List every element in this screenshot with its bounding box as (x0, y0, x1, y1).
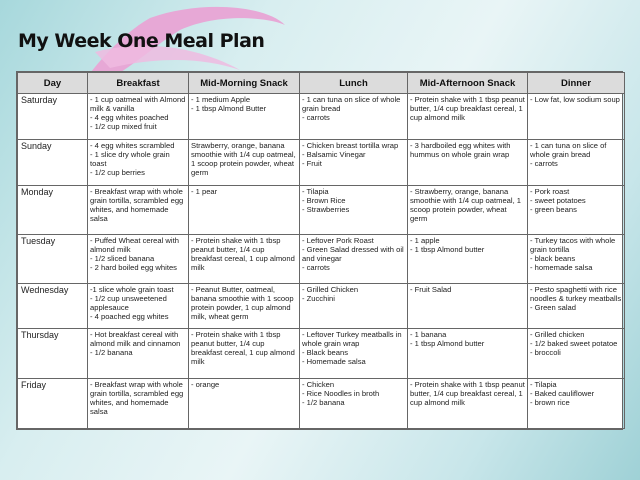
day-cell: Sunday (18, 140, 88, 185)
mid-afternoon-snack-cell (408, 185, 528, 234)
meal-item: - 1/2 banana (302, 398, 345, 408)
mid-afternoon-snack-cell (408, 140, 528, 185)
header-row (18, 73, 625, 94)
mid-afternoon-snack-cell (408, 284, 528, 328)
meal-item: - 1 pear (191, 186, 218, 196)
mid-afternoon-snack-cell (408, 234, 528, 284)
meal-item: - Grilled Chicken (302, 285, 359, 295)
meal-item: - Peanut Butter, oatmeal, banana smoothie with 1 scoop protein powder, 1 cup almond milk, wheat germ (191, 285, 294, 322)
meal-item: - 1/2 sliced banana (90, 253, 155, 263)
dinner-cell (528, 185, 625, 234)
table-row (18, 328, 625, 379)
meal-item: - Brown Rice (302, 195, 346, 205)
header-dinner: Dinner (528, 73, 625, 94)
table-row (18, 234, 625, 284)
day-cell: Friday (18, 379, 88, 429)
meal-item: - Leftover Pork Roast (302, 235, 374, 245)
breakfast-cell (88, 284, 189, 328)
meal-item: - carrots (302, 262, 330, 272)
dinner-cell (528, 284, 625, 328)
mid-morning-snack-cell (189, 328, 300, 379)
meal-item: - Tilapia (302, 186, 329, 196)
meal-item: - 3 hardboiled egg whites with hummus on whole grain wrap (410, 141, 511, 160)
mid-morning-snack-cell (189, 284, 300, 328)
meal-item: - 1 can tuna on slice of whole grain bread (302, 95, 401, 113)
lunch-cell (300, 94, 408, 140)
header-mid-morning-snack: Mid-Morning Snack (189, 73, 300, 94)
day-cell: Monday (18, 185, 88, 234)
table-row (18, 379, 625, 429)
meal-item: - 1 tbsp Almond Butter (191, 104, 267, 113)
meal-item: - 1/2 cup berries (90, 168, 145, 178)
lunch-cell (300, 284, 408, 328)
meal-item: - Tilapia (530, 380, 557, 390)
meal-item: - homemade salsa (530, 262, 593, 272)
meal-item: - 2 hard boiled egg whites (90, 262, 177, 272)
meal-item: - Leftover Turkey meatballs in whole grain wrap (302, 329, 402, 348)
day-cell: Saturday (18, 94, 88, 140)
meal-item: - Chicken (302, 380, 335, 390)
meal-item: - 4 egg whites poached (90, 113, 169, 122)
mid-morning-snack-cell (189, 379, 300, 429)
meal-item: - Grilled chicken (530, 329, 585, 339)
table-row (18, 94, 625, 140)
meal-item: - Low fat, low sodium soup (530, 95, 620, 104)
meal-item: - Pork roast (530, 186, 570, 196)
meal-item: - 1/2 baked sweet potatoe (530, 338, 618, 348)
meal-item: -1 slice whole grain toast (90, 285, 174, 295)
breakfast-cell (88, 379, 189, 429)
mid-afternoon-snack-cell (408, 94, 528, 140)
meal-item: - Black beans (302, 347, 349, 357)
meal-item: - Protein shake with 1 tbsp peanut butter, 1/4 cup breakfast cereal, 1 cup almond milk (410, 95, 525, 122)
table-row (18, 140, 625, 185)
day-cell: Wednesday (18, 284, 88, 328)
breakfast-cell (88, 94, 189, 140)
meal-item: - 1 tbsp Almond butter (410, 244, 485, 254)
meal-item: - 1 slice dry whole grain toast (90, 150, 170, 169)
page-title: My Week One Meal Plan (18, 30, 265, 52)
meal-item: - Baked cauliflower (530, 389, 595, 399)
lunch-cell (300, 140, 408, 185)
meal-item: - Breakfast wrap with whole grain tortilla, scrambled egg whites, and homemade salsa (90, 380, 184, 417)
meal-item: - 1 cup oatmeal with Almond milk & vanilla (90, 95, 186, 113)
meal-item: - Homemade salsa (302, 356, 366, 366)
lunch-cell (300, 234, 408, 284)
meal-item: - Zucchini (302, 294, 335, 304)
dinner-cell (528, 379, 625, 429)
meal-item: Strawberry, orange, banana smoothie with 1/4 cup oatmeal, 1 scoop protein powder, wheat germ (191, 141, 296, 178)
meal-item: - Strawberry, orange, banana smoothie with 1/4 cup oatmeal, 1 scoop protein powder, wheat germ (410, 186, 522, 223)
meal-item: - brown rice (530, 398, 570, 408)
meal-item: - black beans (530, 253, 576, 263)
meal-item: - 1 banana (410, 329, 447, 339)
lunch-cell (300, 185, 408, 234)
breakfast-cell (88, 140, 189, 185)
meal-item: - 1/2 banana (90, 347, 133, 357)
meal-item: - Chicken breast tortilla wrap (302, 141, 399, 151)
mid-morning-snack-cell (189, 94, 300, 140)
meal-item: - 4 poached egg whites (90, 312, 169, 322)
meal-item: - 1 medium Apple (191, 95, 251, 104)
breakfast-cell (88, 328, 189, 379)
meal-item: - Protein shake with 1 tbsp peanut butter, 1/4 cup breakfast cereal, 1 cup almond milk (191, 235, 295, 272)
meal-item: - Puffed Wheat cereal with almond milk (90, 235, 179, 254)
meal-item: - carrots (302, 113, 330, 122)
meal-item: - Strawberries (302, 204, 350, 214)
table-row (18, 185, 625, 234)
meal-item: - Fruit Salad (410, 285, 452, 295)
meal-item: - broccoli (530, 347, 561, 357)
day-cell: Tuesday (18, 234, 88, 284)
header-lunch: Lunch (300, 73, 408, 94)
header-breakfast: Breakfast (88, 73, 189, 94)
meal-item: - orange (191, 380, 220, 390)
meal-item: - Green salad (530, 303, 577, 313)
meal-item: - Fruit (302, 159, 322, 169)
meal-item: - green beans (530, 204, 577, 214)
lunch-cell (300, 328, 408, 379)
day-cell: Thursday (18, 328, 88, 379)
meal-item: - Pesto spaghetti with rice noodles & turkey meatballs (530, 285, 622, 304)
meal-item: - 1/2 cup mixed fruit (90, 122, 157, 131)
meal-item: - Hot breakfast cereal with almond milk and cinnamon (90, 329, 181, 348)
meal-plan-table (16, 71, 623, 430)
meal-item: - Turkey tacos with whole grain tortilla (530, 235, 616, 254)
meal-item: - 1 can tuna on slice of whole grain bread (530, 141, 607, 160)
meal-item: - sweet potatoes (530, 195, 586, 205)
meal-item: - Green Salad dressed with oil and vinegar (302, 244, 404, 263)
mid-morning-snack-cell (189, 140, 300, 185)
lunch-cell (300, 379, 408, 429)
meal-item: - Rice Noodles in broth (302, 389, 380, 399)
meal-item: - 1 apple (410, 235, 440, 245)
mid-afternoon-snack-cell (408, 328, 528, 379)
table-row (18, 284, 625, 328)
meal-item: - Breakfast wrap with whole grain tortilla, scrambled egg whites, and homemade salsa (90, 186, 184, 223)
meal-item: - carrots (530, 159, 558, 169)
mid-morning-snack-cell (189, 185, 300, 234)
mid-morning-snack-cell (189, 234, 300, 284)
meal-plan-body (18, 94, 625, 429)
dinner-cell (528, 234, 625, 284)
dinner-cell (528, 94, 625, 140)
meal-item: - 1 tbsp Almond butter (410, 338, 485, 348)
dinner-cell (528, 328, 625, 379)
header-mid-afternoon-snack: Mid-Afternoon Snack (408, 73, 528, 94)
mid-afternoon-snack-cell (408, 379, 528, 429)
meal-item: - 1/2 cup unsweetened applesauce (90, 294, 167, 313)
meal-item: - Protein shake with 1 tbsp peanut butter, 1/4 cup breakfast cereal, 1 cup almond milk (191, 329, 295, 366)
breakfast-cell (88, 185, 189, 234)
dinner-cell (528, 140, 625, 185)
header-day: Day (18, 73, 88, 94)
meal-item: - Protein shake with 1 tbsp peanut butter, 1/4 cup breakfast cereal, 1 cup almond milk (410, 380, 525, 408)
meal-item: - 4 egg whites scrambled (90, 141, 175, 151)
breakfast-cell (88, 234, 189, 284)
meal-item: - Balsamic Vinegar (302, 150, 366, 160)
